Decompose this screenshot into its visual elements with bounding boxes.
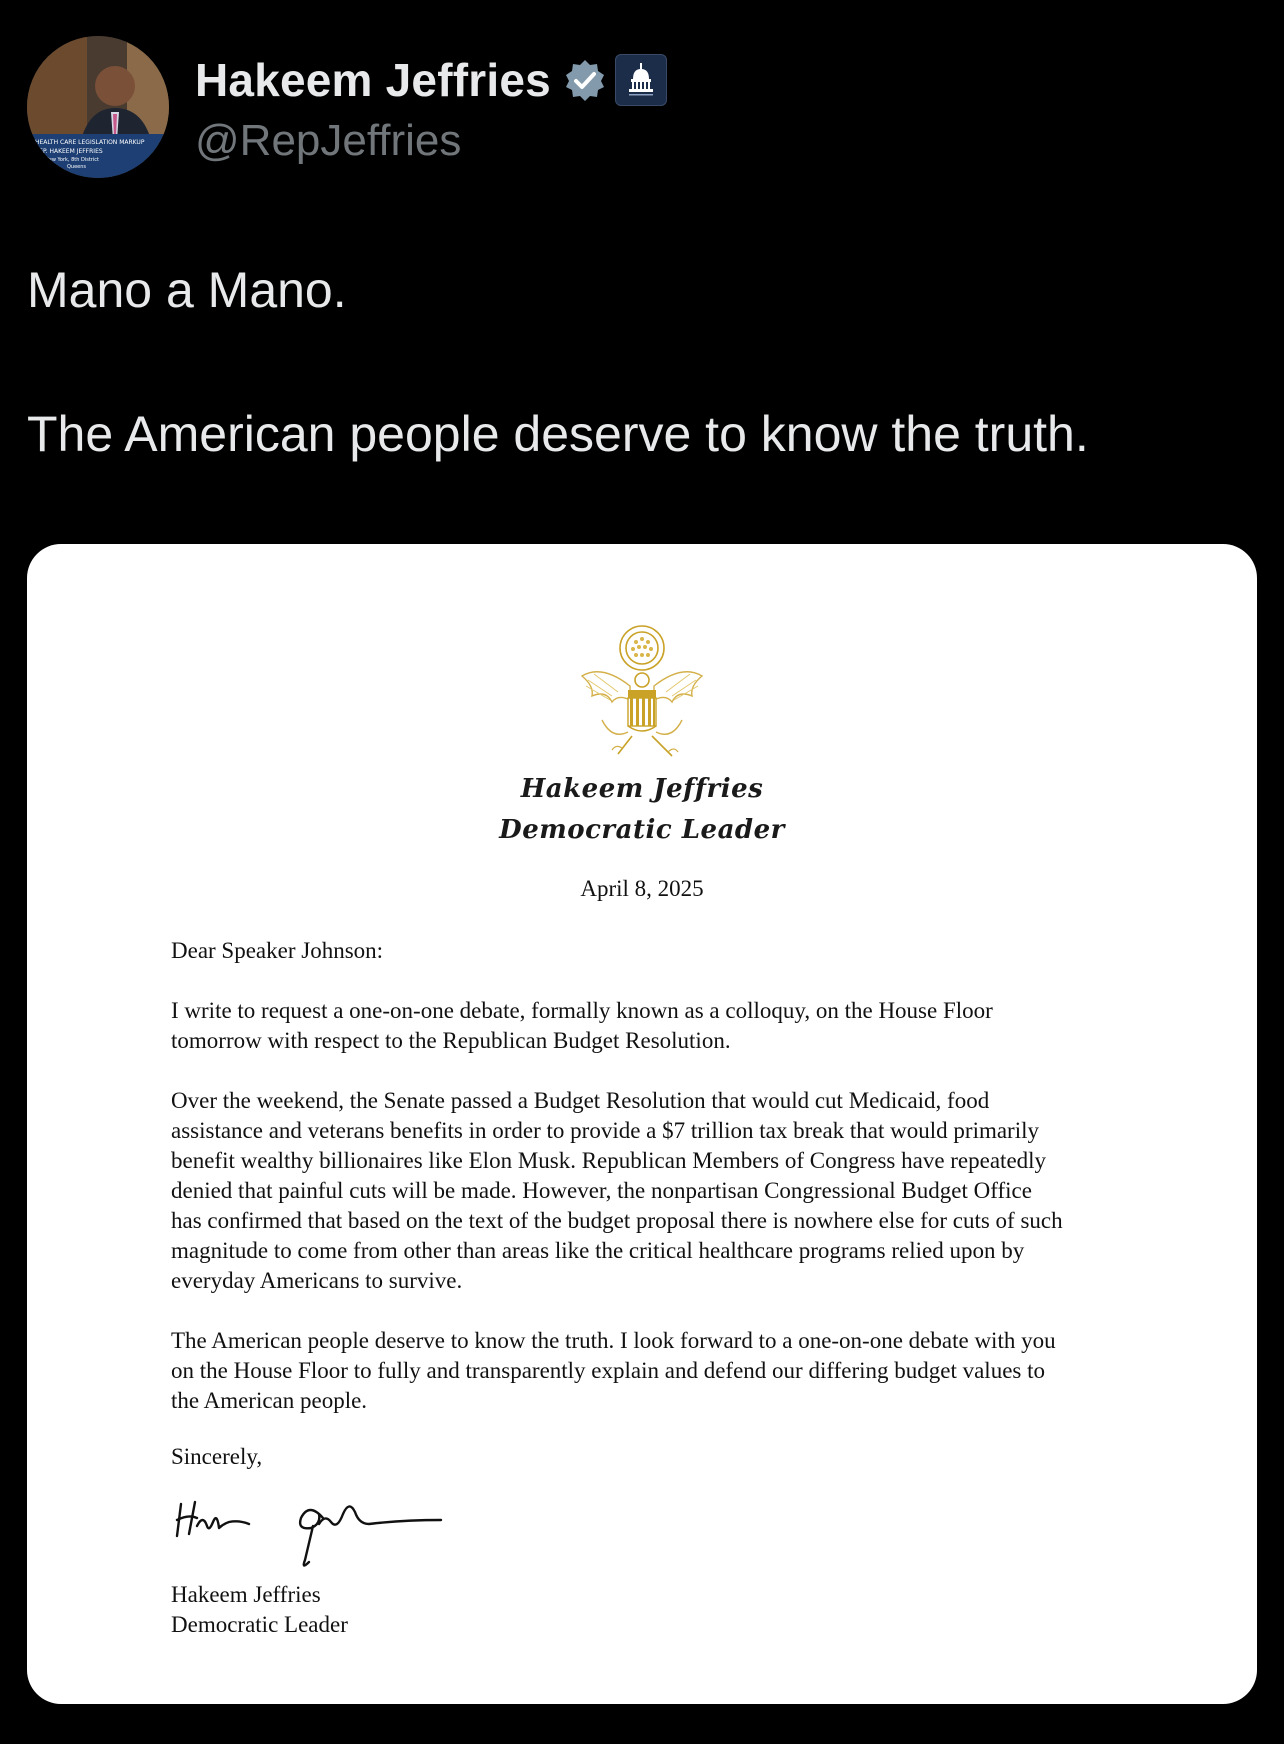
avatar-photo	[27, 36, 169, 178]
letter-signer-name: Hakeem Jeffries	[171, 1582, 321, 1607]
letter-paragraph-1	[171, 996, 1141, 1056]
avatar-caption-line-4: Queens	[67, 164, 87, 170]
letter-line: The American people deserve to know the truth. I look forward to a one-on-one debate with you	[171, 1328, 1056, 1353]
tweet-text-line-2: The American people deserve to know the truth.	[27, 406, 1089, 462]
letter-body	[171, 936, 1141, 1446]
letter-line: the American people.	[171, 1388, 368, 1413]
letter-date: April 8, 2025	[580, 876, 704, 901]
letter-closing: Sincerely,	[171, 1444, 263, 1469]
letter-salutation: Dear Speaker Johnson:	[171, 938, 384, 963]
letter-line: I write to request a one-on-one debate, formally known as a colloquy, on the House Floor	[171, 998, 993, 1023]
letter-line: assistance and veterans benefits in order to provide a $7 trillion tax break that would primarily	[171, 1118, 1039, 1143]
avatar-caption-line-2: REP. HAKEEM JEFFRIES	[35, 148, 103, 155]
great-seal-icon	[572, 624, 712, 764]
letter-line: denied that painful cuts will be made. However, the nonpartisan Congressional Budget Office	[171, 1178, 1032, 1203]
verified-badge-icon[interactable]	[563, 58, 607, 102]
tweet-text-line-1: Mano a Mano.	[27, 262, 347, 318]
avatar-caption-line-3: New York, 8th District	[45, 157, 99, 163]
letter-document	[27, 544, 1257, 1704]
letter-paragraph-3	[171, 1326, 1141, 1416]
letter-line: has confirmed that based on the text of the budget proposal there is nowhere else for cuts of such	[171, 1208, 1063, 1233]
capitol-dome-icon[interactable]	[615, 54, 667, 106]
letterhead-name: Hakeem Jeffries	[520, 774, 764, 804]
letter-line: Over the weekend, the Senate passed a Budget Resolution that would cut Medicaid, food	[171, 1088, 990, 1113]
avatar[interactable]	[27, 36, 169, 178]
letter-paragraph-2	[171, 1086, 1141, 1296]
letter-signer-title: Democratic Leader	[171, 1612, 348, 1637]
handwritten-signature	[173, 1484, 463, 1574]
tweet-text	[27, 255, 1247, 469]
letter-line: magnitude to come from other than areas like the critical healthcare programs relied upon by	[171, 1238, 1025, 1263]
letterhead-title: Democratic Leader	[499, 815, 785, 845]
avatar-caption-line-1: HEALTH CARE LEGISLATION MARKUP	[35, 139, 145, 146]
author-handle[interactable]: @RepJeffries	[195, 116, 462, 165]
letter-line: benefit wealthy billionaires like Elon Musk. Republican Members of Congress have repeatedly	[171, 1148, 1047, 1173]
author-name-row	[195, 50, 667, 110]
tweet-header	[27, 36, 1257, 178]
letter-line: tomorrow with respect to the Republican Budget Resolution.	[171, 1028, 731, 1053]
tweet-image-letter[interactable]	[27, 544, 1257, 1704]
letter-line: everyday Americans to survive.	[171, 1268, 463, 1293]
author-display-name[interactable]: Hakeem Jeffries	[195, 54, 551, 106]
letter-line: on the House Floor to fully and transparently explain and defend our differing budget values to	[171, 1358, 1045, 1383]
